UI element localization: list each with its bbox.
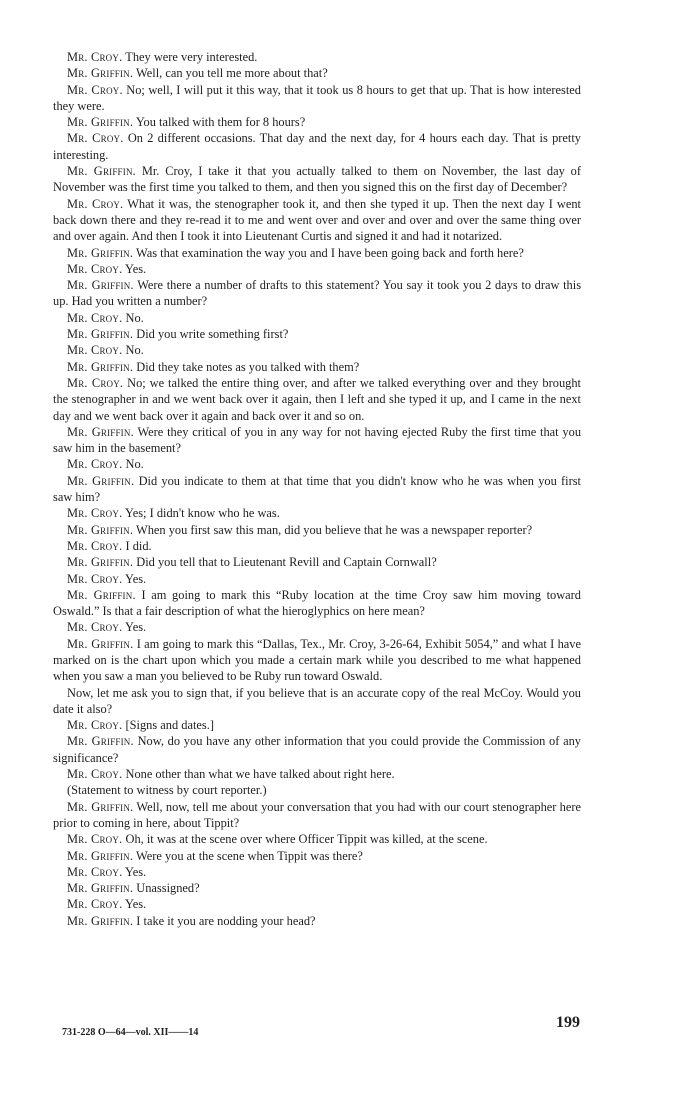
transcript-paragraph (53, 864, 581, 880)
transcript-paragraph (53, 163, 581, 196)
speaker-label: Mr. Griffin. (67, 278, 134, 293)
paragraph-text: Yes. (125, 261, 147, 276)
paragraph-text: Mr. Croy, I take it that you actually talked to them on November, the last day of November was the first time you talked to them, and then you signed this on the first day of December? (53, 164, 581, 195)
paragraph-text: (Statement to witness by court reporter.) (67, 783, 267, 798)
speaker-label: Mr. Griffin. (67, 799, 134, 814)
transcript-paragraph (53, 522, 581, 538)
transcript-paragraph (53, 685, 581, 718)
paragraph-text: No. (125, 310, 144, 325)
transcript-paragraph (53, 342, 581, 358)
speaker-label: Mr. Croy. (67, 832, 123, 847)
transcript-paragraph (53, 619, 581, 635)
speaker-label: Mr. Griffin. (67, 555, 134, 570)
paragraph-text: I did. (125, 538, 152, 553)
transcript-paragraph (53, 587, 581, 620)
speaker-label: Mr. Croy. (67, 375, 124, 390)
paragraph-text: Yes. (125, 864, 147, 879)
speaker-label: Mr. Croy. (67, 310, 123, 325)
transcript-paragraph (53, 326, 581, 342)
speaker-label: Mr. Griffin. (67, 848, 134, 863)
transcript-paragraph (53, 717, 581, 733)
speaker-label: Mr. Croy. (67, 50, 123, 64)
transcript-paragraph (53, 359, 581, 375)
speaker-label: Mr. Griffin. (67, 473, 135, 488)
transcript-paragraph (53, 114, 581, 130)
speaker-label: Mr. Griffin. (67, 164, 136, 179)
paragraph-text: When you first saw this man, did you believe that he was a newspaper reporter? (136, 522, 533, 537)
paragraph-text: Yes; I didn't know who he was. (125, 506, 280, 521)
transcript-paragraph (53, 733, 581, 766)
paragraph-text: Were they critical of you in any way for not having ejected Ruby the first time that you saw him in the basement? (53, 424, 582, 456)
paragraph-text: On 2 different occasions. That day and the next day, for 4 hours each day. That is pretty interesting. (53, 131, 581, 162)
transcript-paragraph (53, 375, 581, 424)
speaker-label: Mr. Griffin. (67, 424, 134, 439)
transcript-paragraph (53, 782, 581, 798)
speaker-label: Mr. Griffin. (67, 587, 136, 602)
speaker-label: Mr. Griffin. (67, 359, 134, 374)
page-number: 199 (556, 1014, 580, 1031)
paragraph-text: Now, let me ask you to sign that, if you believe that is an accurate copy of the real McCoy. Would you date it also? (53, 685, 581, 716)
paragraph-text: Did you write something first? (136, 327, 289, 342)
transcript-paragraph (53, 49, 581, 65)
paragraph-text: Well, now, tell me about your conversation that you had with our court stenographer here prior to coming in here, about Tippit? (53, 799, 582, 830)
paragraph-text: None other than what we have talked about right here. (125, 767, 395, 782)
speaker-label: Mr. Croy. (67, 457, 123, 472)
transcript-paragraph (53, 245, 581, 261)
transcript-paragraph (53, 848, 581, 864)
speaker-label: Mr. Croy. (67, 261, 123, 276)
paragraph-text: No. (125, 457, 144, 472)
paragraph-text: Yes. (125, 897, 147, 912)
speaker-label: Mr. Croy. (67, 538, 123, 553)
paragraph-text: You talked with them for 8 hours? (135, 115, 306, 130)
transcript-paragraph (53, 799, 581, 832)
paragraph-text: Yes. (125, 571, 147, 586)
paragraph-text: No; well, I will put it this way, that it took us 8 hours to get that up. That is how interested they were. (53, 82, 581, 113)
transcript-paragraph (53, 65, 581, 81)
paragraph-text: Yes. (125, 620, 147, 635)
paragraph-text: Did you tell that to Lieutenant Revill and Captain Cornwall? (136, 555, 437, 570)
paragraph-text: No. (125, 343, 144, 358)
speaker-label: Mr. Griffin. (67, 245, 134, 260)
paragraph-text: I take it you are nodding your head? (136, 913, 316, 928)
speaker-label: Mr. Croy. (67, 897, 123, 912)
transcript-paragraph (53, 571, 581, 587)
speaker-label: Mr. Croy. (67, 131, 124, 146)
speaker-label: Mr. Croy. (67, 82, 123, 97)
transcript-paragraph (53, 831, 581, 847)
transcript-paragraph (53, 538, 581, 554)
transcript-paragraph (53, 424, 581, 457)
paragraph-text: Did you indicate to them at that time that you didn't know who he was when you first saw him? (53, 473, 581, 505)
transcript-paragraph (53, 554, 581, 570)
speaker-label: Mr. Griffin. (67, 327, 134, 342)
speaker-label: Mr. Croy. (67, 620, 123, 635)
transcript-paragraph (53, 82, 581, 115)
paragraph-text: Were there a number of drafts to this statement? You say it took you 2 days to draw this up. Had you written a number? (53, 278, 582, 309)
transcript-paragraph (53, 456, 581, 472)
paragraph-text: They were very interested. (125, 50, 258, 64)
transcript-paragraph (53, 310, 581, 326)
transcript-paragraph (53, 896, 581, 912)
speaker-label: Mr. Croy. (67, 571, 123, 586)
speaker-label: Mr. Griffin. (67, 115, 134, 130)
paragraph-text: No; we talked the entire thing over, and after we talked everything over and they brought the stenographer in and we went back over it again, then I left and she typed it up, and I came in the next day and we went back over it again and back over it and so on. (53, 375, 581, 423)
paragraph-text: Did they take notes as you talked with them? (136, 359, 360, 374)
transcript-paragraph (53, 473, 581, 506)
transcript-paragraph (53, 261, 581, 277)
speaker-label: Mr. Croy. (67, 767, 123, 782)
speaker-label: Mr. Croy. (67, 718, 123, 733)
transcript-paragraph (53, 636, 581, 685)
transcript-paragraph (53, 130, 581, 163)
speaker-label: Mr. Croy. (67, 343, 123, 358)
transcript-paragraph (53, 277, 581, 310)
transcript-paragraph (53, 505, 581, 521)
paragraph-text: I am going to mark this “Ruby location at the time Croy saw him moving toward Oswald.” Is that a fair description of what the hieroglyphics on here mean? (53, 587, 581, 619)
paragraph-text: Oh, it was at the scene over where Officer Tippit was killed, at the scene. (125, 832, 488, 847)
paragraph-text: Was that examination the way you and I have been going back and forth here? (136, 245, 524, 260)
transcript-paragraph (53, 880, 581, 896)
speaker-label: Mr. Griffin. (67, 913, 134, 928)
paragraph-text: I am going to mark this “Dallas, Tex., Mr. Croy, 3-26-64, Exhibit 5054,” and what I have marked on is the chart upon which you made a certain mark while you described to me what happened when you saw a man you believed to be Ruby run toward Oswald. (53, 636, 582, 684)
transcript-paragraph (53, 766, 581, 782)
print-code: 731-228 O—64—vol. XII——14 (62, 1027, 199, 1038)
transcript-paragraph (53, 913, 581, 929)
speaker-label: Mr. Croy. (67, 196, 124, 211)
transcript-body (53, 49, 581, 929)
transcript-paragraph (53, 196, 581, 245)
paragraph-text: Well, can you tell me more about that? (136, 66, 328, 81)
speaker-label: Mr. Griffin. (67, 66, 134, 81)
speaker-label: Mr. Griffin. (67, 734, 134, 749)
paragraph-text: What it was, the stenographer took it, and then she typed it up. Then the next day I went back down there and they re-read it to me and went over and over and over and over the same thing over and over again. And then I took it into Lieutenant Curtis and signed it and had it notarized. (53, 196, 582, 244)
paragraph-text: Now, do you have any other information that you could provide the Commission of any significance? (53, 734, 582, 765)
paragraph-text: Were you at the scene when Tippit was there? (136, 848, 363, 863)
paragraph-text: Unassigned? (136, 881, 200, 896)
paragraph-text: [Signs and dates.] (125, 718, 214, 733)
speaker-label: Mr. Croy. (67, 864, 123, 879)
speaker-label: Mr. Griffin. (67, 636, 134, 651)
speaker-label: Mr. Griffin. (67, 881, 134, 896)
speaker-label: Mr. Griffin. (67, 522, 134, 537)
speaker-label: Mr. Croy. (67, 506, 123, 521)
